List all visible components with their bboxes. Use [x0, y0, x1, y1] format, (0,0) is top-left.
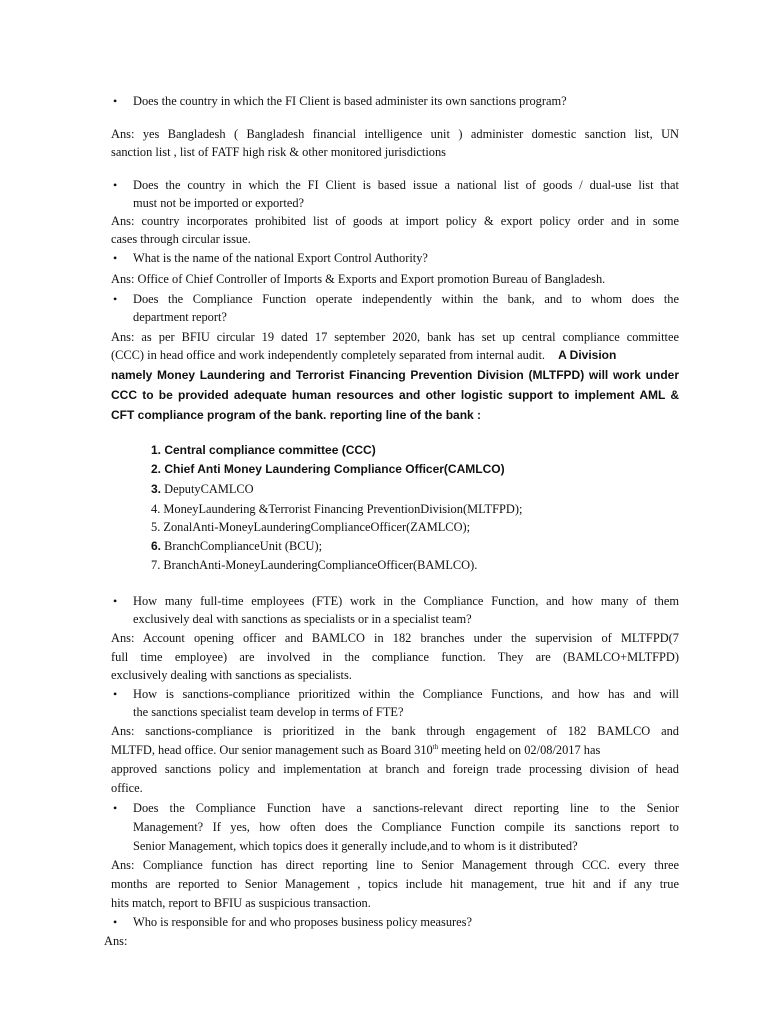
question-7-line-2: Management? If yes, how often does the Compliance Function compile its sanctions report to: [133, 820, 679, 834]
answer-6-line-3: approved sanctions policy and implementation at branch and foreign trade processing division of head: [111, 762, 679, 776]
question-2-line-1: Does the country in which the FI Client is based issue a national list of goods / dual-use list that: [133, 178, 679, 192]
answer-7-line-3: hits match, report to BFIU as suspicious transaction.: [111, 896, 371, 910]
bullet-icon: •: [113, 801, 118, 815]
answer-4-line-5: CFT compliance program of the bank. reporting line of the bank :: [111, 408, 482, 422]
answer-4-line-2-text: (CCC) in head office and work independently completely separated from internal audit.: [111, 348, 545, 362]
answer-7-line-1: Ans: Compliance function has direct reporting line to Senior Management through CCC. every three: [111, 858, 679, 872]
reporting-item-6: [151, 537, 322, 555]
question-2-line-2: must not be imported or exported?: [133, 196, 305, 210]
answer-4-line-4: CCC to be provided adequate human resources and other logistic support to implement AML &: [111, 388, 679, 402]
answer-6-line-4: office.: [111, 781, 143, 795]
answer-4-line-3: namely Money Laundering and Terrorist Financing Prevention Division (MLTFPD) will work under: [111, 368, 679, 382]
reporting-item-5: 5. ZonalAnti-MoneyLaunderingComplianceOfficer(ZAMLCO);: [151, 520, 471, 534]
answer-6-line-2: [111, 741, 679, 759]
question-6-line-2: the sanctions specialist team develop in terms of FTE?: [133, 705, 404, 719]
bullet-icon: •: [113, 687, 118, 701]
question-4-line-2: department report?: [133, 310, 227, 324]
bullet-icon: •: [113, 178, 118, 192]
answer-5-line-3: exclusively dealing with sanctions as specialists.: [111, 668, 352, 682]
bullet-icon: •: [113, 292, 118, 306]
bullet-icon: •: [113, 915, 118, 929]
reporting-item-3-number: 3.: [151, 482, 162, 496]
reporting-item-7: 7. BranchAnti-MoneyLaunderingComplianceOfficer(BAMLCO).: [151, 558, 478, 572]
question-5-line-2: exclusively deal with sanctions as specialists or in a specialist team?: [133, 612, 472, 626]
reporting-item-2: 2. Chief Anti Money Laundering Compliance Officer(CAMLCO): [151, 462, 505, 476]
question-7-line-1: Does the Compliance Function have a sanctions-relevant direct reporting line to the Senior: [133, 801, 679, 815]
answer-6-line-2-b: meeting held on 02/08/2017 has: [438, 743, 601, 757]
reporting-item-4: 4. MoneyLaundering &Terrorist Financing PreventionDivision(MLTFPD);: [151, 502, 523, 516]
answer-4-line-1: Ans: as per BFIU circular 19 dated 17 september 2020, bank has set up central compliance committee: [111, 330, 679, 344]
question-5-line-1: How many full-time employees (FTE) work in the Compliance Function, and how many of them: [133, 594, 679, 608]
answer-2-line-1: Ans: country incorporates prohibited list of goods at import policy & export policy order and in some: [111, 214, 679, 228]
bullet-icon: •: [113, 594, 118, 608]
answer-8: Ans:: [104, 934, 128, 948]
question-7-line-3: Senior Management, which topics does it generally include,and to whom is it distributed?: [133, 839, 578, 853]
question-1: Does the country in which the FI Client is based administer its own sanctions program?: [133, 94, 567, 108]
answer-7-line-2: months are reported to Senior Management , topics include hit management, true hit and if any true: [111, 877, 679, 891]
answer-4-line-2-bold: A Division: [558, 348, 617, 362]
question-8: Who is responsible for and who proposes business policy measures?: [133, 915, 472, 929]
reporting-item-1: 1. Central compliance committee (CCC): [151, 443, 376, 457]
answer-3: Ans: Office of Chief Controller of Imports & Exports and Export promotion Bureau of Bangladesh.: [111, 272, 606, 286]
reporting-item-3: [151, 480, 254, 498]
question-6-line-1: How is sanctions-compliance prioritized within the Compliance Functions, and how has and will: [133, 687, 679, 701]
bullet-icon: •: [113, 251, 118, 265]
reporting-item-3-text: DeputyCAMLCO: [164, 482, 254, 496]
bullet-icon: •: [113, 94, 118, 108]
answer-1-line-1: Ans: yes Bangladesh ( Bangladesh financial intelligence unit ) administer domestic sanction list, UN: [111, 127, 679, 141]
question-4-line-1: Does the Compliance Function operate independently within the bank, and to whom does the: [133, 292, 679, 306]
reporting-item-6-text: BranchComplianceUnit (BCU);: [164, 539, 323, 553]
answer-6-line-2-a: MLTFD, head office. Our senior management such as Board 310: [111, 743, 433, 757]
answer-1-line-2: sanction list , list of FATF high risk & other monitored jurisdictions: [111, 145, 446, 159]
reporting-item-6-number: 6.: [151, 539, 162, 553]
answer-4-line-2: [111, 346, 616, 364]
answer-2-line-2: cases through circular issue.: [111, 232, 251, 246]
question-3: What is the name of the national Export Control Authority?: [133, 251, 428, 265]
superscript-th: th: [432, 742, 439, 751]
answer-5-line-1: Ans: Account opening officer and BAMLCO in 182 branches under the supervision of MLTFPD(7: [111, 631, 679, 645]
answer-6-line-1: Ans: sanctions-compliance is prioritized in the bank through engagement of 182 BAMLCO and: [111, 724, 679, 738]
answer-5-line-2: full time employee) are involved in the compliance function. They are (BAMLCO+MLTFPD): [111, 650, 679, 664]
